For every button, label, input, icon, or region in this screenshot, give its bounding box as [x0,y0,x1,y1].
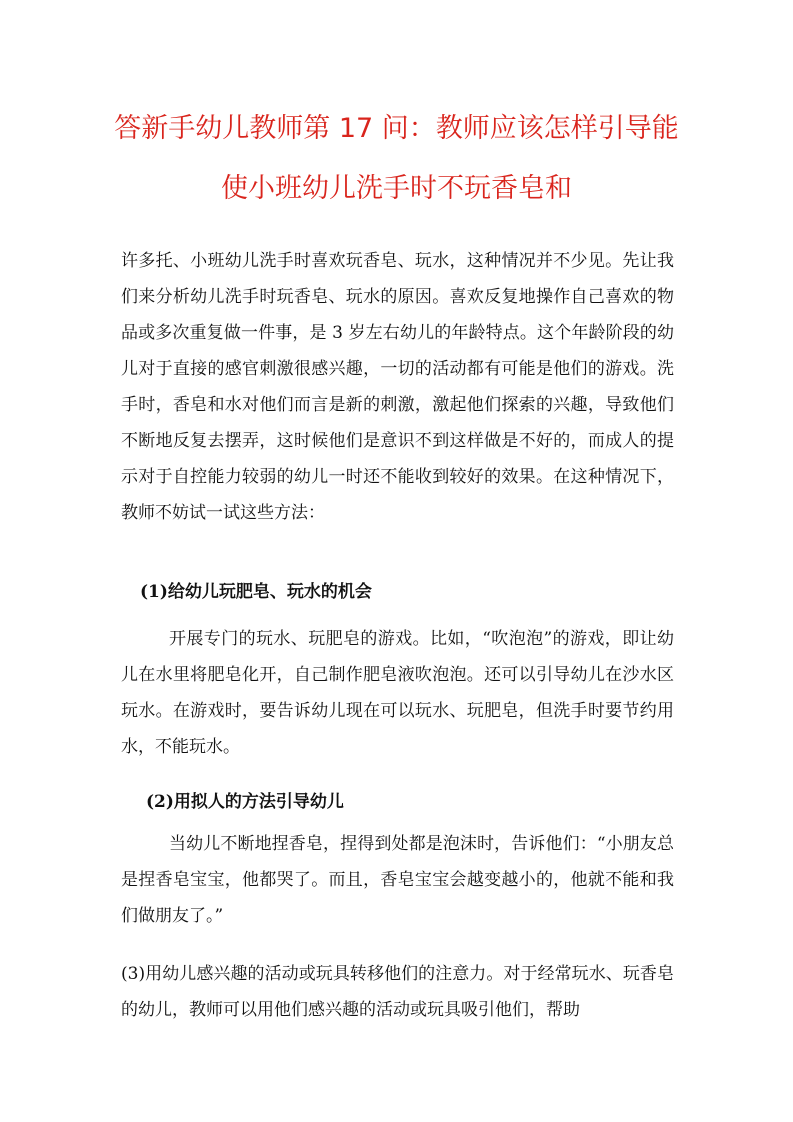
section-3-paragraph: (3)用幼儿感兴趣的活动或玩具转移他们的注意力。对于经常玩水、玩香皂的幼儿，教师可以用他们感兴趣的活动或玩具吸引他们，帮助 [121,964,674,1020]
section-heading-2: (2)用拟人的方法引导幼儿 [146,792,344,812]
document-title-line-1: 答新手幼儿教师第 17 问：教师应该怎样引导能 [114,113,679,144]
section-1-paragraph: 开展专门的玩水、玩肥皂的游戏。比如，“吹泡泡”的游戏，即让幼儿在水里将肥皂化开，自己制作肥皂液吹泡泡。还可以引导幼儿在沙水区玩水。在游戏时，要告诉幼儿现在可以玩水、玩肥皂，但洗手时要节约用水，不能玩水。 [121,629,674,757]
intro-paragraph: 许多托、小班幼儿洗手时喜欢玩香皂、玩水，这种情况并不少见。先让我们来分析幼儿洗手时玩香皂、玩水的原因。喜欢反复地操作自己喜欢的物品或多次重复做一件事，是 3 岁左右幼儿的年龄特点。这个年龄阶段的幼儿对于直接的感官刺激很感兴趣，一切的活动都有可能是他们的游戏。洗手时，香皂和水对他们而言是新的刺激，激起他们探索的兴趣，导致他们不断地反复去摆弄，这时候他们是意识不到这样做是不好的，而成人的提示对于自控能力较弱的幼儿一时还不能收到较好的效果。在这种情况下，教师不妨试一试这些方法： [121,251,674,523]
section-heading-1: (1)给幼儿玩肥皂、玩水的机会 [140,582,372,602]
section-2-paragraph: 当幼儿不断地捏香皂，捏得到处都是泡沫时，告诉他们：“小朋友总是捏香皂宝宝，他都哭了。而且，香皂宝宝会越变越小的，他就不能和我们做朋友了。” [121,834,674,926]
document-title-line-2: 使小班幼儿洗手时不玩香皂和 [221,173,572,204]
